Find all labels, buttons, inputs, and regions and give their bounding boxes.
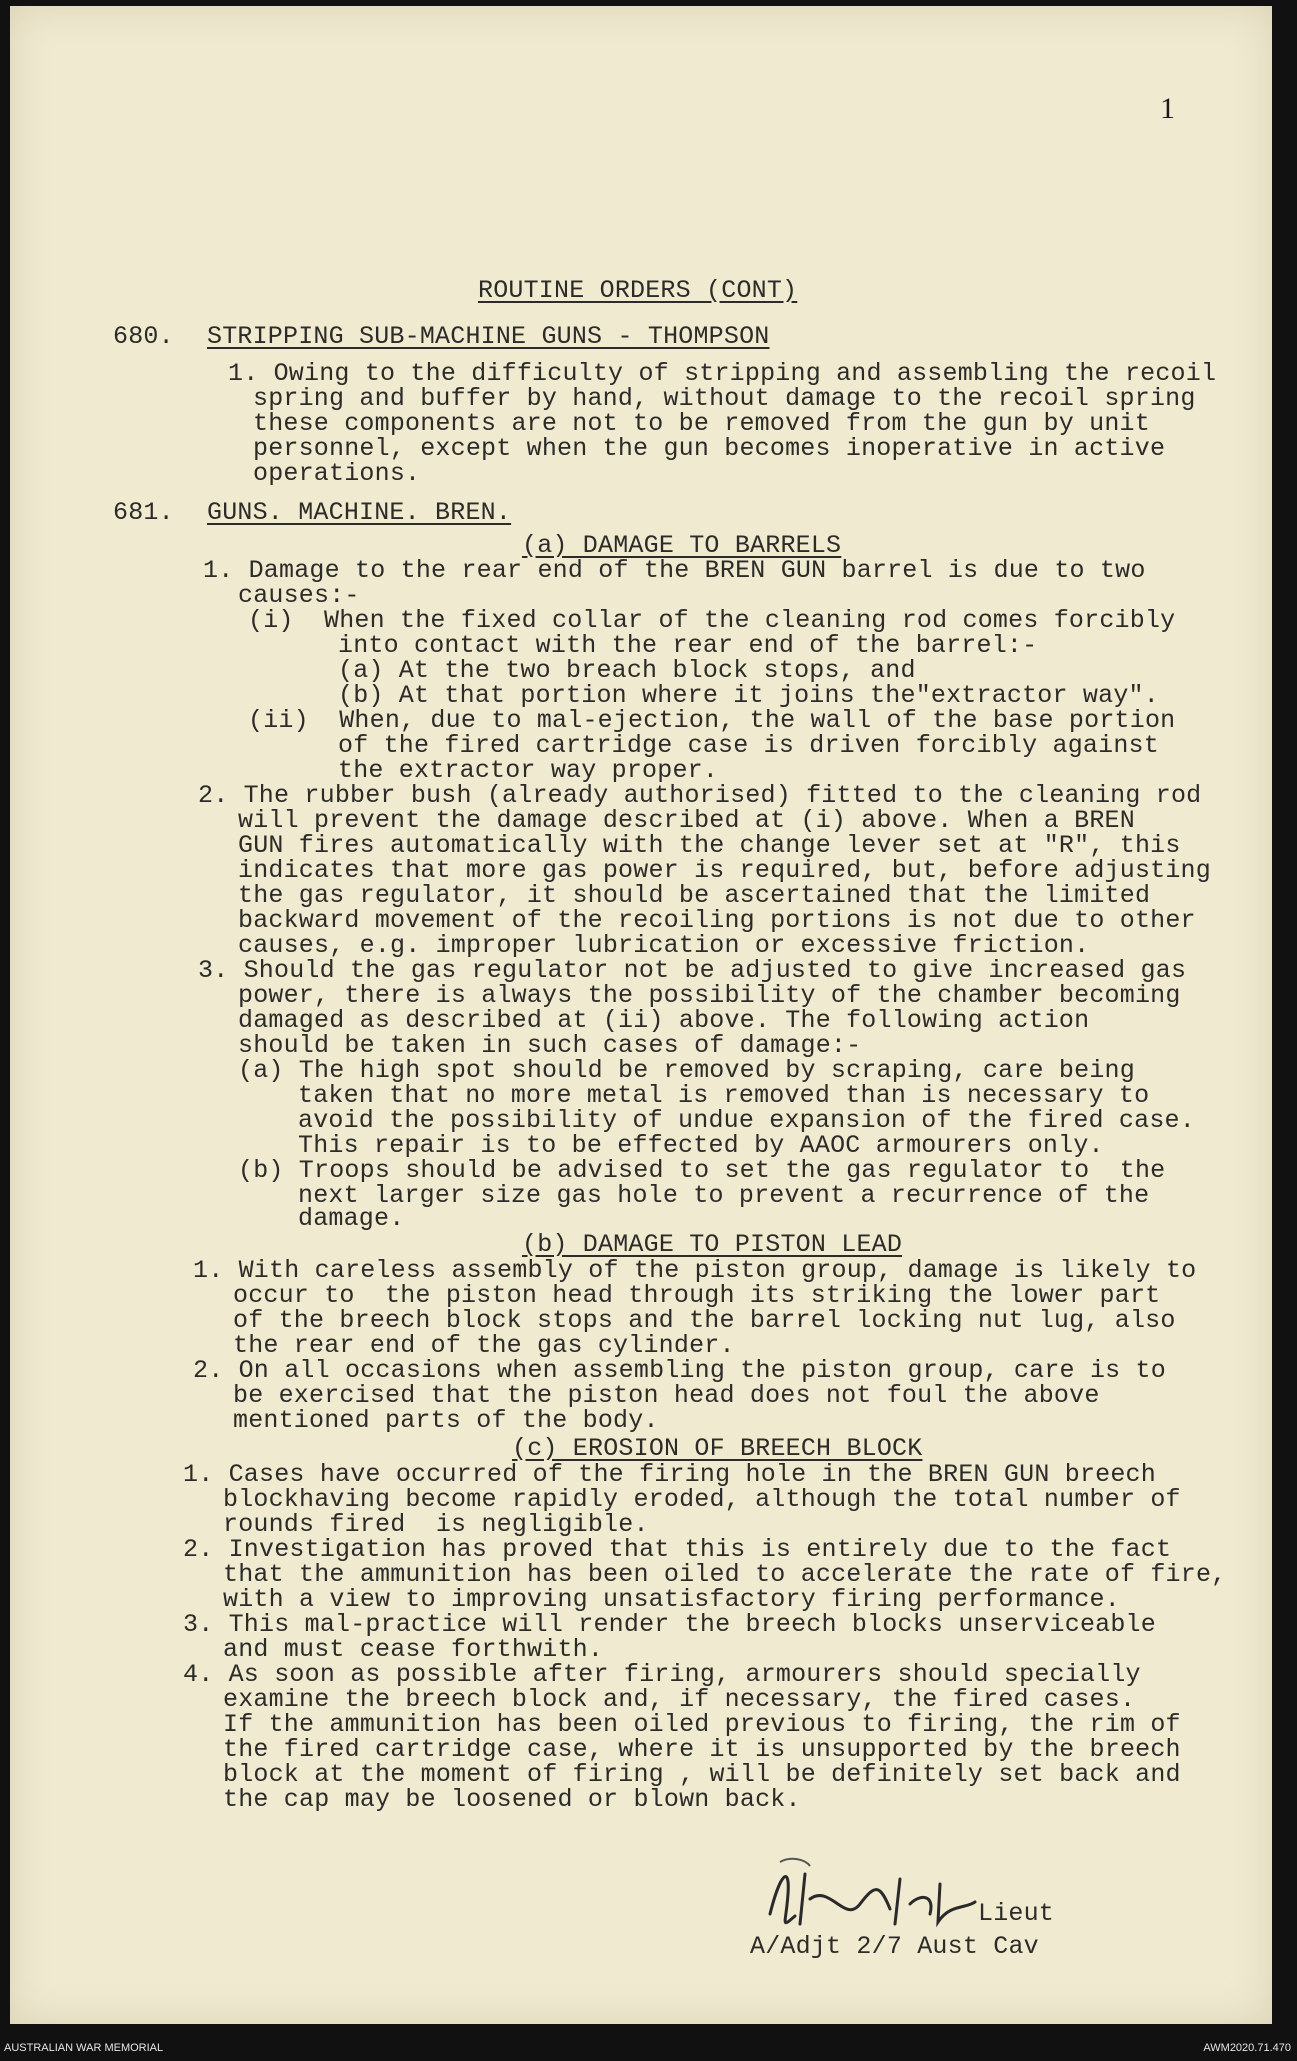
text-line: indicates that more gas power is required, but, before adjusting xyxy=(238,856,1211,885)
text-line: the gas regulator, it should be ascertained that the limited xyxy=(238,881,1151,910)
text-line: (a) At the two breach block stops, and xyxy=(338,656,916,685)
section-680-title: STRIPPING SUB-MACHINE GUNS - THOMPSON xyxy=(207,322,770,351)
subsection-c-heading: (c) EROSION OF BREECH BLOCK xyxy=(512,1434,923,1463)
text-line: (a) The high spot should be removed by scraping, care being xyxy=(238,1056,1135,1085)
text-line: damage. xyxy=(298,1204,405,1233)
text-line: personnel, except when the gun becomes inoperative in active xyxy=(253,434,1166,463)
text-line: will prevent the damage described at (i) above. When a BREN xyxy=(238,806,1135,835)
text-line: spring and buffer by hand, without damage to the recoil spring xyxy=(253,384,1196,413)
text-line: be exercised that the piston head does not foul the above xyxy=(233,1381,1100,1410)
text-line: 2. The rubber bush (already authorised) fitted to the cleaning rod xyxy=(198,781,1202,810)
document-heading: ROUTINE ORDERS (CONT) xyxy=(478,276,798,305)
text-line: avoid the possibility of undue expansion of the fired case. xyxy=(298,1106,1195,1135)
text-line: This repair is to be effected by AAOC armourers only. xyxy=(298,1131,1104,1160)
text-line: next larger size gas hole to prevent a recurrence of the xyxy=(298,1181,1150,1210)
text-line: these components are not to be removed from the gun by unit xyxy=(253,409,1150,438)
text-line: taken that no more metal is removed than is necessary to xyxy=(298,1081,1150,1110)
footer-left-text: AUSTRALIAN WAR MEMORIAL xyxy=(4,2042,164,2054)
archive-footer xyxy=(0,2030,1297,2061)
section-680-number: 680. xyxy=(113,322,174,351)
text-line: with a view to improving unsatisfactory firing performance. xyxy=(223,1585,1120,1614)
text-line: 3. This mal-practice will render the breech blocks unserviceable xyxy=(183,1610,1156,1639)
text-line: occur to the piston head through its striking the lower part xyxy=(233,1281,1161,1310)
text-line: 1. Damage to the rear end of the BREN GUN barrel is due to two xyxy=(203,556,1146,585)
text-line: causes, e.g. improper lubrication or excessive friction. xyxy=(238,931,1090,960)
text-line: 2. On all occasions when assembling the piston group, care is to xyxy=(193,1356,1166,1385)
text-line: that the ammunition has been oiled to accelerate the rate of fire, xyxy=(223,1560,1227,1589)
text-line: (b) At that portion where it joins the"extractor way". xyxy=(338,681,1159,710)
text-line: GUN fires automatically with the change lever set at "R", this xyxy=(238,831,1181,860)
text-line: (b) Troops should be advised to set the gas regulator to the xyxy=(238,1156,1166,1185)
text-line: of the breech block stops and the barrel locking nut lug, also xyxy=(233,1306,1176,1335)
text-line: blockhaving become rapidly eroded, although the total number of xyxy=(223,1485,1181,1514)
text-line: should be taken in such cases of damage:- xyxy=(238,1031,862,1060)
footer-right-text: AWM2020.71.470 xyxy=(1203,2042,1291,2054)
text-line: the extractor way proper. xyxy=(338,756,719,785)
document-page xyxy=(10,6,1272,2024)
signature-appointment: A/Adjt 2/7 Aust Cav xyxy=(750,1932,1039,1961)
text-line: 4. As soon as possible after firing, armourers should specially xyxy=(183,1660,1141,1689)
text-line: (i) When the fixed collar of the cleaning rod comes forcibly xyxy=(248,606,1176,635)
text-line: and must cease forthwith. xyxy=(223,1635,604,1664)
text-line: of the fired cartridge case is driven forcibly against xyxy=(338,731,1159,760)
section-681-title: GUNS. MACHINE. BREN. xyxy=(207,498,512,527)
text-line: the fired cartridge case, where it is unsupported by the breech xyxy=(223,1735,1181,1764)
page-number: 1 xyxy=(1160,92,1175,125)
text-line: backward movement of the recoiling portions is not due to other xyxy=(238,906,1196,935)
section-681-number: 681. xyxy=(113,498,174,527)
subsection-b-heading: (b) DAMAGE TO PISTON LEAD xyxy=(522,1230,903,1259)
text-line: the cap may be loosened or blown back. xyxy=(223,1785,801,1814)
text-line: operations. xyxy=(253,459,421,488)
text-line: rounds fired is negligible. xyxy=(223,1510,649,1539)
text-line: 1. Cases have occurred of the firing hole in the BREN GUN breech xyxy=(183,1460,1156,1489)
subsection-a-heading: (a) DAMAGE TO BARRELS xyxy=(522,531,842,560)
text-line: causes:- xyxy=(238,581,360,610)
text-line: 3. Should the gas regulator not be adjusted to give increased gas xyxy=(198,956,1187,985)
text-line: mentioned parts of the body. xyxy=(233,1406,659,1435)
text-line: If the ammunition has been oiled previous to firing, the rim of xyxy=(223,1710,1181,1739)
text-line: 1. Owing to the difficulty of stripping and assembling the recoil xyxy=(228,359,1217,388)
text-line: 1. With careless assembly of the piston group, damage is likely to xyxy=(193,1256,1197,1285)
text-line: power, there is always the possibility of the chamber becoming xyxy=(238,981,1181,1010)
text-line: the rear end of the gas cylinder. xyxy=(233,1331,735,1360)
text-line: into contact with the rear end of the barrel:- xyxy=(338,631,1038,660)
text-line: block at the moment of firing , will be definitely set back and xyxy=(223,1760,1181,1789)
text-line: examine the breech block and, if necessary, the fired cases. xyxy=(223,1685,1136,1714)
signature-rank: Lieut xyxy=(978,1899,1055,1928)
text-line: 2. Investigation has proved that this is entirely due to the fact xyxy=(183,1535,1172,1564)
text-line: (ii) When, due to mal-ejection, the wall of the base portion xyxy=(248,706,1176,735)
text-line: damaged as described at (ii) above. The following action xyxy=(238,1006,1090,1035)
